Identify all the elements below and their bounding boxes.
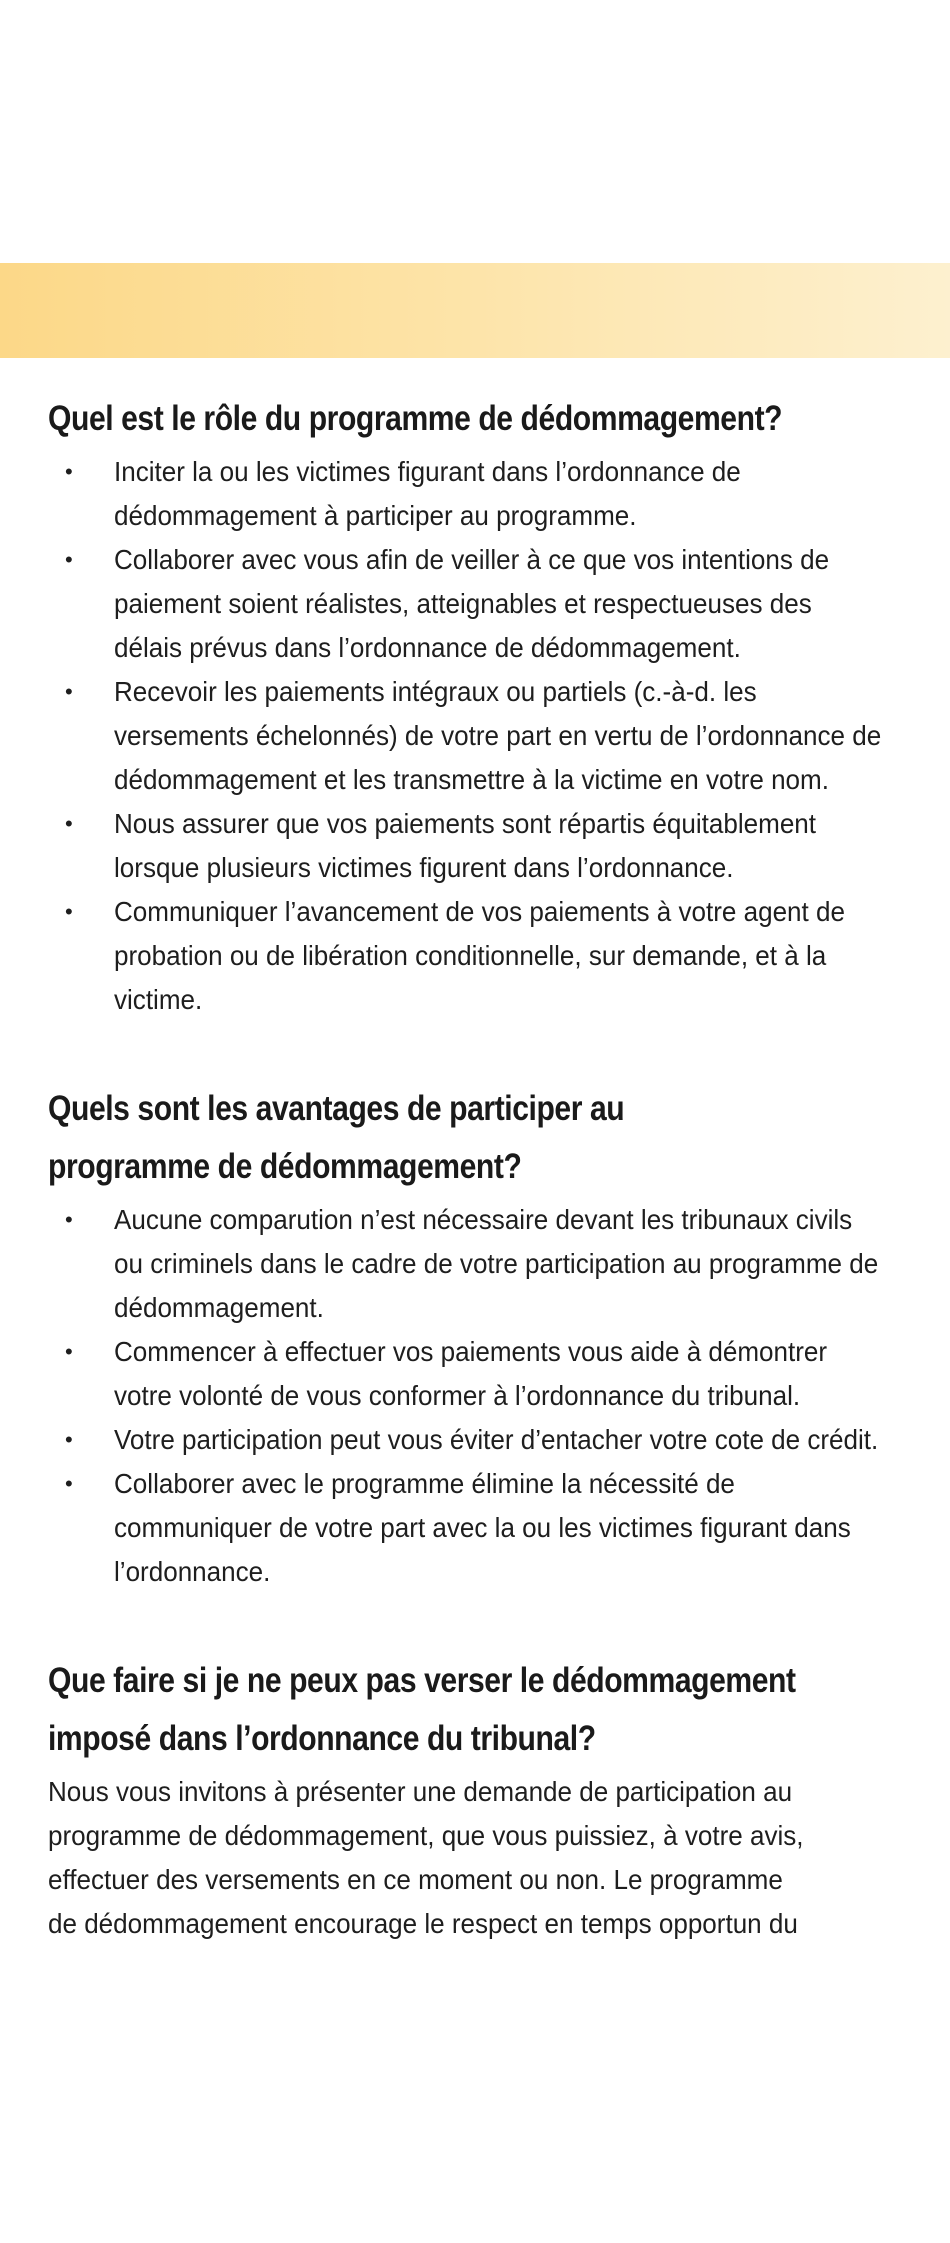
list-item-text: Commencer à effectuer vos paiements vous aide à démontrer votre volonté de vous conformer à l’ordonnance du tribunal. [114, 1336, 828, 1411]
list-item-text: Collaborer avec vous afin de veiller à ce que vos intentions de paiement soient réalistes, atteignables et respectueuses des délais prévus dans l’ordonnance de dédommagement. [114, 544, 830, 663]
bullet-icon: • [65, 1427, 73, 1452]
list-item-text: Votre participation peut vous éviter d’entacher votre cote de crédit. [114, 1424, 879, 1455]
list-item [48, 1330, 918, 1418]
bullet-icon: • [65, 1207, 73, 1232]
section-heading: Quels sont les avantages de participer au [48, 1089, 625, 1128]
section-heading-continued: programme de dédommagement? [48, 1147, 522, 1186]
list-item-text: Recevoir les paiements intégraux ou partiels (c.-à-d. les versements échelonnés) de votre part en vertu de l’ordonnance de dédommagement et les transmettre à la victime en votre nom. [114, 676, 882, 795]
list-item [48, 450, 918, 538]
section-heading: Que faire si je ne peux pas verser le dédommagement [48, 1661, 796, 1700]
list-item-text: Communiquer l’avancement de vos paiements à votre agent de probation ou de libération conditionnelle, sur demande, et à la victime. [114, 896, 845, 1015]
list-item [48, 1198, 918, 1330]
body-paragraph: Nous vous invitons à présenter une demande de participation au programme de dédommagement, que vous puissiez, à votre avis, effectuer des versements en ce moment ou non. Le programme de dédommagement encourage le respect en temps opportun du [48, 1776, 804, 1939]
bullet-list [48, 450, 918, 1022]
bullet-icon: • [65, 811, 73, 836]
list-item-text: Nous assurer que vos paiements sont répartis équitablement lorsque plusieurs victimes figurent dans l’ordonnance. [114, 808, 817, 883]
document-content [48, 390, 918, 2004]
list-item-text: Aucune comparution n’est nécessaire devant les tribunaux civils ou criminels dans le cadre de votre participation au programme de dédommagement. [114, 1204, 879, 1323]
bullet-icon: • [65, 679, 73, 704]
bullet-icon: • [65, 459, 73, 484]
list-item [48, 1418, 918, 1462]
bullet-icon: • [65, 1471, 73, 1496]
section-benefits [48, 1080, 918, 1594]
bullet-icon: • [65, 547, 73, 572]
bullet-icon: • [65, 1339, 73, 1364]
list-item [48, 670, 918, 802]
decorative-banner [0, 263, 950, 358]
bullet-icon: • [65, 899, 73, 924]
list-item-text: Inciter la ou les victimes figurant dans l’ordonnance de dédommagement à participer au programme. [114, 456, 741, 531]
section-heading-continued: imposé dans l’ordonnance du tribunal? [48, 1719, 596, 1758]
section-program-role [48, 390, 918, 1022]
section-heading: Quel est le rôle du programme de dédommagement? [48, 399, 783, 438]
list-item [48, 538, 918, 670]
bullet-list [48, 1198, 918, 1594]
section-unable-to-pay [48, 1652, 918, 1946]
list-item-text: Collaborer avec le programme élimine la nécessité de communiquer de votre part avec la ou les victimes figurant dans l’ordonnance. [114, 1468, 851, 1587]
list-item [48, 890, 918, 1022]
list-item [48, 802, 918, 890]
list-item [48, 1462, 918, 1594]
